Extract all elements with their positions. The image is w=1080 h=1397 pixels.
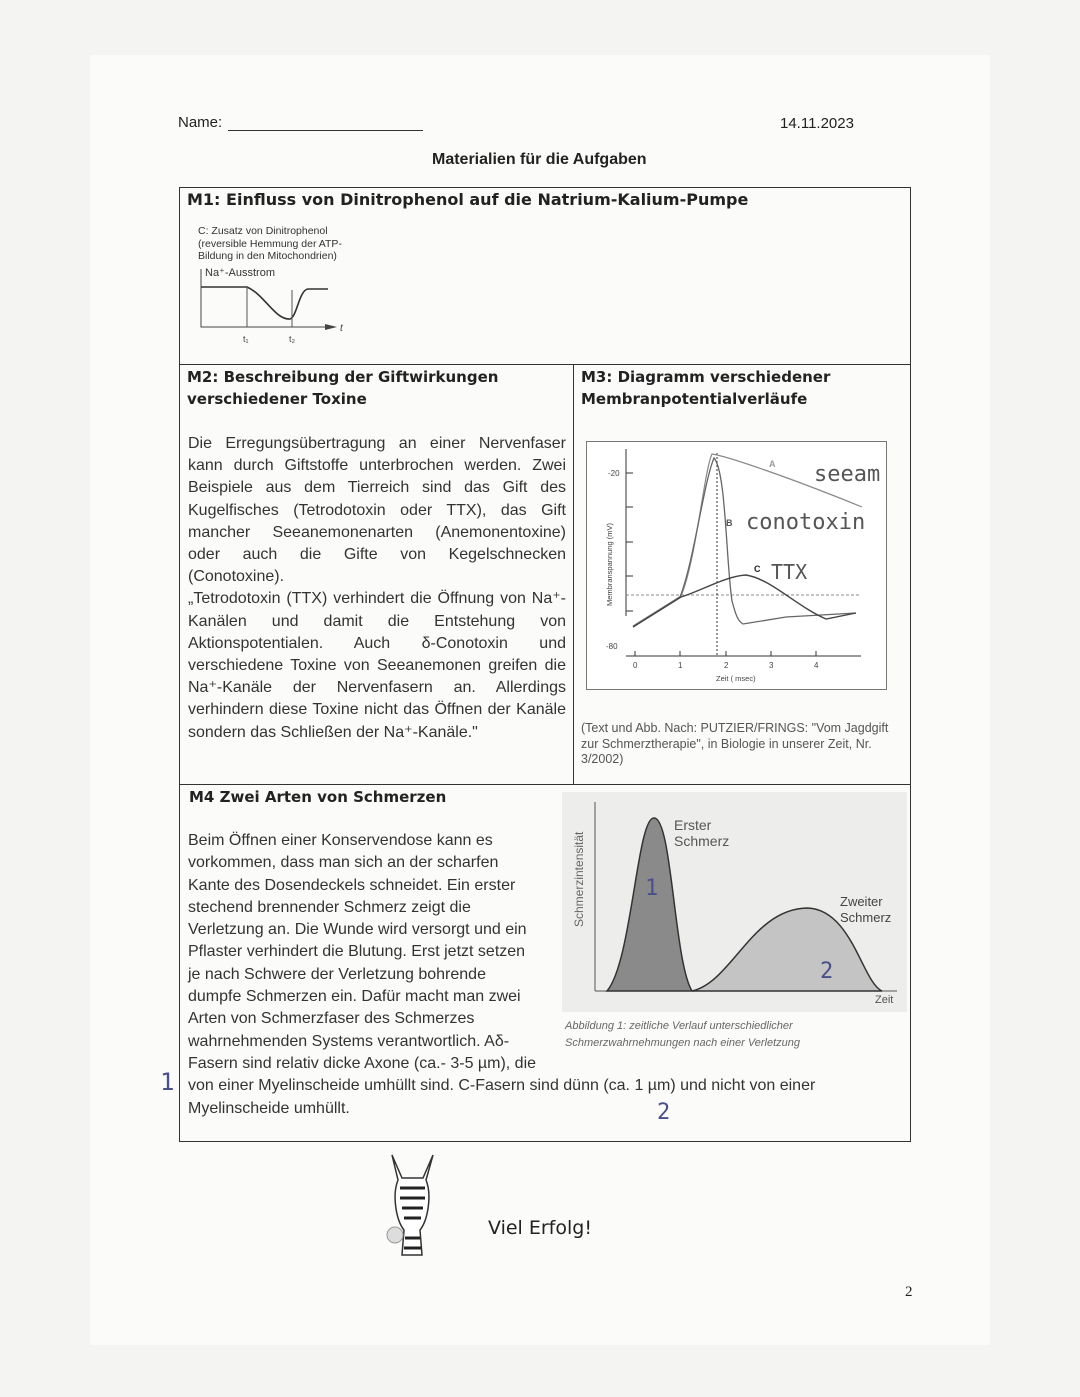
x-tick-label: 3 (769, 661, 774, 670)
m4-text-line: Verletzung an. Die Wunde wird versorgt und ein (188, 921, 527, 939)
x-tick-label: 4 (814, 661, 819, 670)
m2-paragraph: Die Erregungsübertragung an einer Nervenfaser kann durch Giftstoffe unterbrochen werden. Zwei Beispiele aus dem Tierreich sind das Gift des Kugelfisches (Tetrodotoxin oder TTX), das Gift mancher Seeanemonenarten (Anemonentoxine) oder auch die Gifte von Kegelschnecken (Conotoxine). (188, 435, 566, 586)
divider (179, 784, 911, 785)
divider (573, 364, 574, 784)
m4-text-line: Myelinscheide umhüllt. (188, 1099, 350, 1117)
caption-line: (reversible Hemmung der ATP- (198, 237, 342, 250)
heading-line: M2: Beschreibung der Giftwirkungen (187, 368, 499, 386)
x-axis-label: Zeit (875, 994, 894, 1006)
m4-text-line: von einer Myelinscheide umhüllt sind. C-Fasern sind dünn (ca. 1 µm) und nicht von einer (188, 1077, 816, 1095)
label-text: Erster (674, 817, 712, 833)
handwritten-2: 2 (820, 959, 834, 984)
closing-text: Viel Erfolg! (488, 1217, 592, 1239)
m4-text-line: stechend brennender Schmerz zeigt die (188, 898, 471, 916)
name-field (178, 114, 423, 131)
curve-label-a: A (769, 459, 776, 469)
x-tick-label: 2 (724, 661, 729, 670)
m4-text-line: dumpfe Schmerzen ein. Dafür macht man zwei (188, 988, 521, 1006)
m4-text-line: Fasern sind relativ dicke Axone (ca.- 3-5 µm), die (188, 1054, 537, 1072)
margin-mark: 1 (160, 1068, 175, 1096)
m1-graph (195, 265, 355, 350)
x-tick-label: 0 (633, 661, 638, 670)
m4-text-line: je nach Schwere der Verletzung bohrende (188, 965, 486, 983)
y-tick-label: -80 (606, 642, 618, 651)
date: 14.11.2023 (780, 115, 854, 132)
peak1-label: Erster Schmerz (674, 817, 730, 849)
m4-heading: M4 Zwei Arten von Schmerzen (189, 788, 447, 806)
m1-caption (198, 225, 342, 263)
zebra-icon (380, 1150, 445, 1260)
m4-text-line: vorkommen, dass man sich an der scharfen (188, 854, 499, 872)
tick-t2: t₂ (289, 334, 295, 344)
handwritten-note: conotoxin (746, 510, 866, 535)
margin-mark: 2 (657, 1100, 671, 1125)
m4-text-line: Arten von Schmerzfaser des Schmerzes (188, 1010, 475, 1028)
handwritten-note: TTX (771, 560, 808, 584)
y-axis-label: Membranspannung (mV) (605, 523, 614, 606)
na-curve (201, 287, 328, 319)
axes (201, 269, 335, 327)
x-tick-label: 1 (678, 661, 683, 670)
m4-text-line: wahrnehmenden Systems verantwortlich. Aδ- (188, 1032, 510, 1050)
peak2-label: Zweiter Schmerz (840, 894, 892, 925)
m1-y-label: Na⁺-Ausstrom (205, 267, 275, 279)
name-blank[interactable] (228, 117, 423, 131)
y-axis-label: Schmerzintensität (572, 831, 586, 927)
m2-heading (187, 366, 498, 410)
x-axis-label: Zeit ( msec) (716, 674, 756, 683)
page-title: Materialien für die Aufgaben (432, 151, 647, 168)
x-arrow (325, 324, 337, 330)
m4-text-line: Beim Öffnen einer Konservendose kann es (188, 832, 493, 849)
caption-line: Abbildung 1: zeitliche Verlauf unterschiedlicher (565, 1020, 793, 1032)
heading-line: Membranpotentialverläufe (581, 390, 808, 408)
name-label: Name: (178, 114, 223, 131)
handwritten-1: 1 (645, 876, 659, 901)
x-label: t (340, 323, 343, 334)
m3-diagram (586, 441, 888, 691)
heading-line: M3: Diagramm verschiedener (581, 368, 831, 386)
m4-caption (565, 1018, 800, 1052)
handwritten-note: seeam (814, 462, 881, 487)
page-number: 2 (905, 1284, 913, 1300)
m4-pain-chart (562, 792, 907, 1012)
caption-line: Schmerzwahrnehmungen nach einer Verletzung (565, 1037, 801, 1049)
curve-label-b: B (726, 518, 733, 528)
heading-line: verschiedener Toxine (187, 390, 367, 408)
m2-body (188, 433, 566, 744)
caption-line: C: Zusatz von Dinitrophenol (198, 225, 328, 237)
tick-t1: t₁ (243, 334, 249, 344)
caption-line: Bildung in den Mitochondrien) (198, 250, 337, 262)
m2-quote: „Tetrodotoxin (TTX) verhindert die Öffnung von Na⁺-Kanälen und damit die Entstehung von Aktionspotentialen. Auch δ-Conotoxin und verschiedene Toxine von Seeanemonen greifen die Na⁺-Kanäle der Nervenfasern an. Allerdings verhindern diese Toxine nicht das Öffnen der Kanäle sondern das Schließen der Na⁺-Kanäle." (188, 590, 566, 741)
m4-text-line: Pflaster verhindert die Blutung. Erst jetzt setzen (188, 943, 526, 961)
m3-heading (581, 366, 830, 410)
curve-label-c: C (754, 564, 761, 574)
label-text: Zweiter (840, 894, 883, 909)
m1-heading: M1: Einfluss von Dinitrophenol auf die Natrium-Kalium-Pumpe (187, 190, 749, 209)
y-tick-label: -20 (608, 469, 620, 478)
divider (179, 364, 911, 365)
m3-source: (Text und Abb. Nach: PUTZIER/FRINGS: "Vom Jagdgift zur Schmerztherapie", in Biologie in unserer Zeit, Nr. 3/2002) (581, 721, 889, 766)
m4-text-line: Kante des Dosendeckels schneidet. Ein erster (188, 876, 516, 894)
